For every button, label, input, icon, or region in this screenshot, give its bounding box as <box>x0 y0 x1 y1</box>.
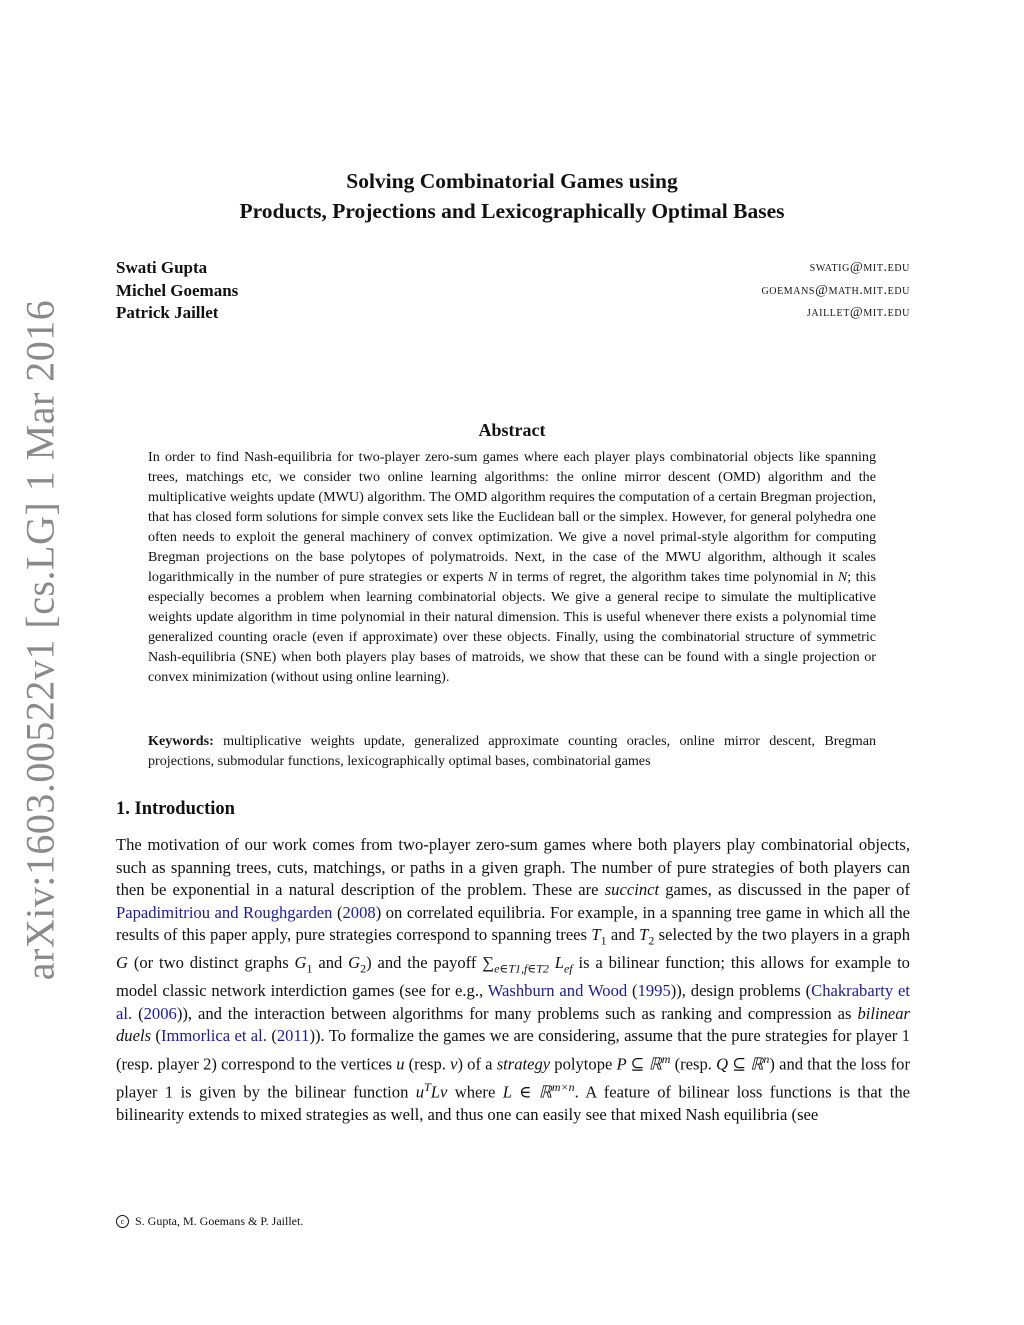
abstract-heading: Abstract <box>478 420 546 440</box>
keywords-label: Keywords: <box>148 733 214 749</box>
section-heading: 1. Introduction <box>116 799 235 819</box>
introduction-paragraph: The motivation of our work comes from two-player zero-sum games where both players play combinatorial objects, such as spanning trees, cuts, matchings, or paths in a given graph. The number of pure strategies of both players can then be exponential in a natural description of the problem. These are succinct games, as discussed in the paper of Papadimitriou and Roughgarden (2008) on correlated equilibria. For example, in a spanning tree game in which all the results of this paper apply, pure strategies correspond to spanning trees $T_1$ and $T_2$ selected by the two players in a graph G (or two distinct graphs $G_1$ and $G_2$) and the payoff $\sum_{e\in T1,f\in T2}$ $L_{ef}$ is a bilinear function; this allows for example to model classic network interdiction games (see for e.g., Washburn and Wood (1995)), design problems (Chakrabarty et al. (2006)), and the interaction between algorithms for many problems such as ranking and compression as bilinear duels (Immorlica et al. (2011)). To formalize the games we are considering, assume that the pure strategies for player 1 (resp. player 2) correspond to the vertices u (resp. v) of a strategy polytope P ⊆ ℝ$^m$ (resp. Q ⊆ ℝ$^n$) and that the loss for player 1 is given by the bilinear function $u^TLv$ where L ∈ ℝ$^{m\times n}$. A feature of bilinear loss functions is that the bilinearity extends to mixed strategies as well, and thus one can easily see that mixed Nash equilibria (see <box>116 835 911 1125</box>
citation-link[interactable]: Papadimitriou and Roughgarden <box>116 902 333 922</box>
arxiv-identifier: arXiv:1603.00522v1 [cs.LG] 1 Mar 2016 <box>17 299 63 981</box>
author-name: Swati Gupta <box>116 258 208 277</box>
abstract-body: In order to find Nash-equilibria for two-player zero-sum games where each player plays combinatorial objects like spanning trees, matchings etc, we consider two online learning algorithms: the online mirror descent (OMD) algorithm and the multiplicative weights update (MWU) algorithm. The OMD algorithm requires the computation of a certain Bregman projection, that has closed form solutions for simple convex sets like the Euclidean ball or the simplex. However, for general polyhedra one often needs to exploit the general machinery of convex optimization. We give a novel primal-style algorithm for computing Bregman projections on the base polytopes of polymatroids. Next, in the case of the MWU algorithm, although it scales logarithmically in the number of pure strategies or experts N in terms of regret, the algorithm takes time polynomial in N; this especially becomes a problem when learning combinatorial objects. We give a general recipe to simulate the multiplicative weights update algorithm in time polynomial in their natural dimension. This is useful whenever there exists a polynomial time generalized counting oracle (even if approximate) over these objects. Finally, using the combinatorial structure of symmetric Nash-equilibria (SNE) when both players play bases of matroids, we show that these can be found with a single projection or convex minimization (without using online learning). <box>148 449 876 685</box>
author-email: goemans@math.mit.edu <box>761 283 910 298</box>
paper-title-line-2: Products, Projections and Lexicographically Optimal Bases <box>239 199 785 223</box>
citation-year-link[interactable]: 2006 <box>143 1003 177 1023</box>
author-name: Patrick Jaillet <box>116 303 219 322</box>
author-name: Michel Goemans <box>116 281 239 300</box>
citation-year-link[interactable]: 2011 <box>276 1026 310 1046</box>
citation-year-link[interactable]: 2008 <box>342 902 376 922</box>
author-email: jaillet@mit.edu <box>806 305 910 320</box>
citation-year-link[interactable]: 1995 <box>637 981 671 1001</box>
keywords: Keywords: multiplicative weights update, generalized approximate counting oracles, online mirror descent, Bregman projections, submodular functions, lexicographically optimal bases, combinatorial games <box>148 733 876 769</box>
copyright-icon: c <box>116 1215 129 1228</box>
citation-link[interactable]: Washburn and Wood <box>487 981 628 1001</box>
citation-link[interactable]: Chakrabarty et al. <box>116 981 910 1023</box>
citation-link[interactable]: Immorlica et al. <box>160 1026 267 1046</box>
author-email: swatig@mit.edu <box>809 260 910 275</box>
copyright-footnote: c S. Gupta, M. Goemans & P. Jaillet. <box>116 1214 303 1229</box>
paper-title-line-1: Solving Combinatorial Games using <box>346 169 678 193</box>
